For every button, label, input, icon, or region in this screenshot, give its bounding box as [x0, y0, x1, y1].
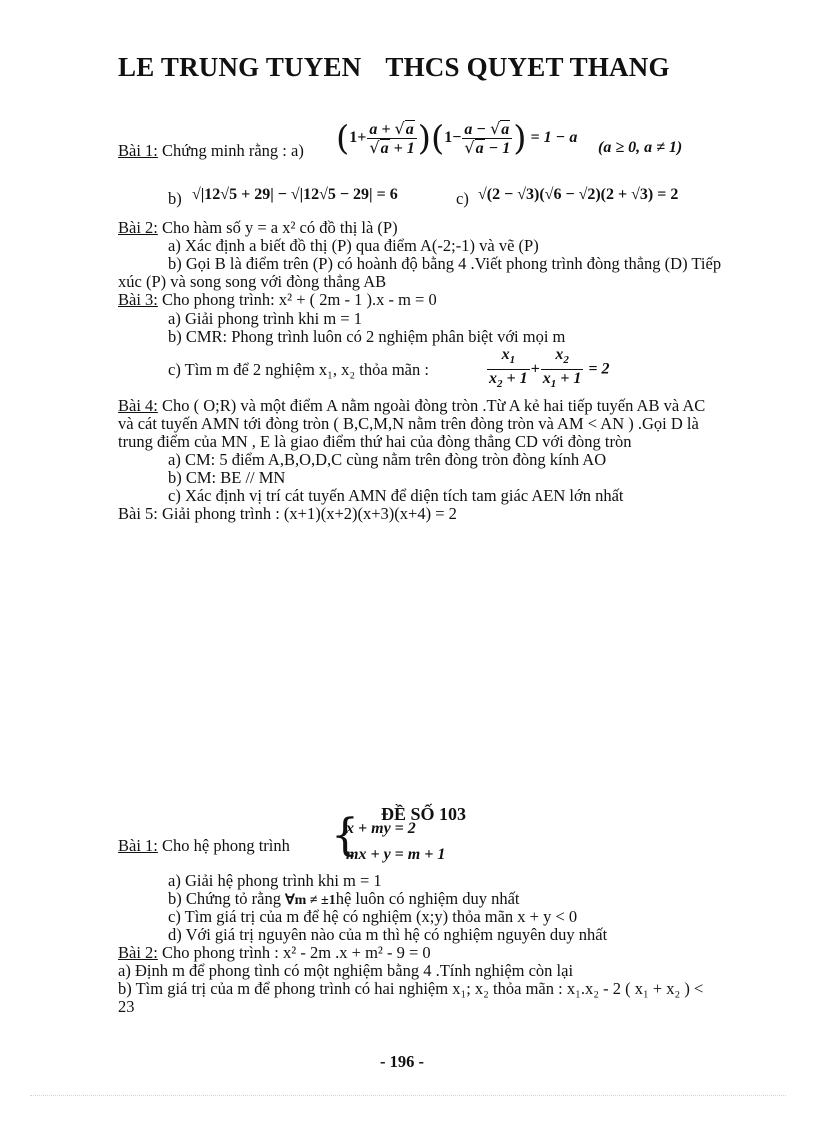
- b3-label: Bài 3:: [118, 290, 158, 309]
- de-b2-b-line1: b) Tìm giá trị của m để phong trình có hai nghiệm x₁; x₂ thỏa mãn : x₁.x₂ - 2 ( x₁ + x₂ ) <: [118, 979, 704, 998]
- b1-condition: (a ≥ 0, a ≠ 1): [598, 139, 683, 156]
- de-b1-text: Cho hệ phong trình: [157, 836, 290, 855]
- b3-text: Cho phong trình: x² + ( 2m - 1 ).x - m = 0: [157, 290, 437, 309]
- b2-b-line1: b) Gọi B là điểm trên (P) có hoành độ bằng 4 .Viết phong trình đòng thẳng (D) Tiếp: [168, 254, 722, 273]
- b4-label: Bài 4:: [118, 396, 158, 415]
- b4-line3: trung điểm của MN , E là giao điểm thứ hai của đòng thẳng CD với đòng tròn: [118, 432, 632, 451]
- b4-line2: và cát tuyến AMN tới đòng tròn ( B,C,M,N nằm trên đòng tròn và AM < AN ) .Gọi D là: [118, 414, 699, 433]
- de-b2-a: a) Định m để phong tình có một nghiệm bằng 4 .Tính nghiệm còn lại: [118, 961, 574, 980]
- b4-l1: Cho ( O;R) và một điểm A nằm ngoài đòng tròn .Từ A kẻ hai tiếp tuyến AB và AC: [157, 396, 706, 415]
- b1-intro: [118, 142, 304, 160]
- de-b1-label: Bài 1:: [118, 836, 158, 855]
- b4-line1: [118, 397, 705, 415]
- b2-intro: [118, 219, 398, 237]
- de-b2-intro: [118, 944, 431, 962]
- b3-b: b) CMR: Phong trình luôn có 2 nghiệm phân biệt với mọi m: [168, 327, 566, 346]
- de-b1-a: a) Giải hệ phong trình khi m = 1: [168, 871, 382, 890]
- b1-label: Bài 1:: [118, 141, 158, 160]
- b1-formula-a: (1+ $\frac{a + √a}{√a + 1}$ )(1− $\frac{a - √a}{√a - 1}$ ) = 1 − a: [336, 118, 578, 159]
- b3-c-formula: $\frac{x_1}{x_2 + 1}$ + $\frac{x_2}{x_1 + 1}$ = 2: [489, 346, 610, 391]
- b4-c: c) Xác định vị trí cát tuyến AMN để diện tích tam giác AEN lớn nhất: [168, 486, 624, 505]
- exam-title: ĐỀ SỐ 103: [381, 804, 467, 824]
- de-b2-label: Bài 2:: [118, 943, 158, 962]
- b2-b-line2: xúc (P) và song song với đòng thẳng AB: [118, 272, 387, 291]
- b3-c: c) Tìm m để 2 nghiệm x₁, x₂ thỏa mãn :: [168, 360, 429, 379]
- page-header: [118, 52, 670, 83]
- b1-text: Chứng minh rằng : a): [157, 141, 304, 160]
- forall-condition: ∀m ≠ ±1: [285, 893, 336, 908]
- b2-label: Bài 2:: [118, 218, 158, 237]
- b1-c-label: c): [456, 189, 469, 208]
- system-brace: {: [331, 810, 359, 861]
- de-b1-c: c) Tìm giá trị của m để hệ có nghiệm (x;y) thỏa mãn x + y < 0: [168, 907, 578, 926]
- de-b2-b-line2: 23: [118, 997, 135, 1016]
- de-b1-b: b) Chứng tỏ rằng ∀m ≠ ±1hệ luôn có nghiệm duy nhất: [168, 889, 520, 908]
- b5: Bài 5: Giải phong trình : (x+1)(x+2)(x+3)(x+4) = 2: [118, 504, 457, 523]
- b1-b-expr: √|12√5 + 29| − √|12√5 − 29| = 6: [192, 186, 398, 203]
- b4-b: b) CM: BE // MN: [168, 468, 286, 487]
- de-b1-intro: [118, 837, 290, 855]
- header-author: LE TRUNG TUYEN: [118, 52, 362, 82]
- b1-b-label: b): [168, 189, 182, 208]
- system-eq1: x + my = 2: [346, 820, 416, 837]
- de-b1-d: d) Với giá trị nguyên nào của m thì hệ có nghiệm nguyên duy nhất: [168, 925, 608, 944]
- b2-a: a) Xác định a biết đồ thị (P) qua điểm A(-2;-1) và vẽ (P): [168, 236, 539, 255]
- footer-divider: [30, 1095, 786, 1096]
- b3-intro: [118, 291, 437, 309]
- b4-a: a) CM: 5 điểm A,B,O,D,C cùng nằm trên đòng tròn đòng kính AO: [168, 450, 607, 469]
- system-eq2: mx + y = m + 1: [346, 846, 446, 863]
- b2-text: Cho hàm số y = a x² có đồ thị là (P): [157, 218, 398, 237]
- header-school: THCS QUYET THANG: [385, 52, 670, 82]
- de-b2-text: Cho phong trình : x² - 2m .x + m² - 9 = 0: [157, 943, 431, 962]
- b1-c-expr: √(2 − √3)(√6 − √2)(2 + √3) = 2: [478, 186, 679, 203]
- b3-a: a) Giải phong trình khi m = 1: [168, 309, 362, 328]
- page-number: - 196 -: [380, 1052, 424, 1071]
